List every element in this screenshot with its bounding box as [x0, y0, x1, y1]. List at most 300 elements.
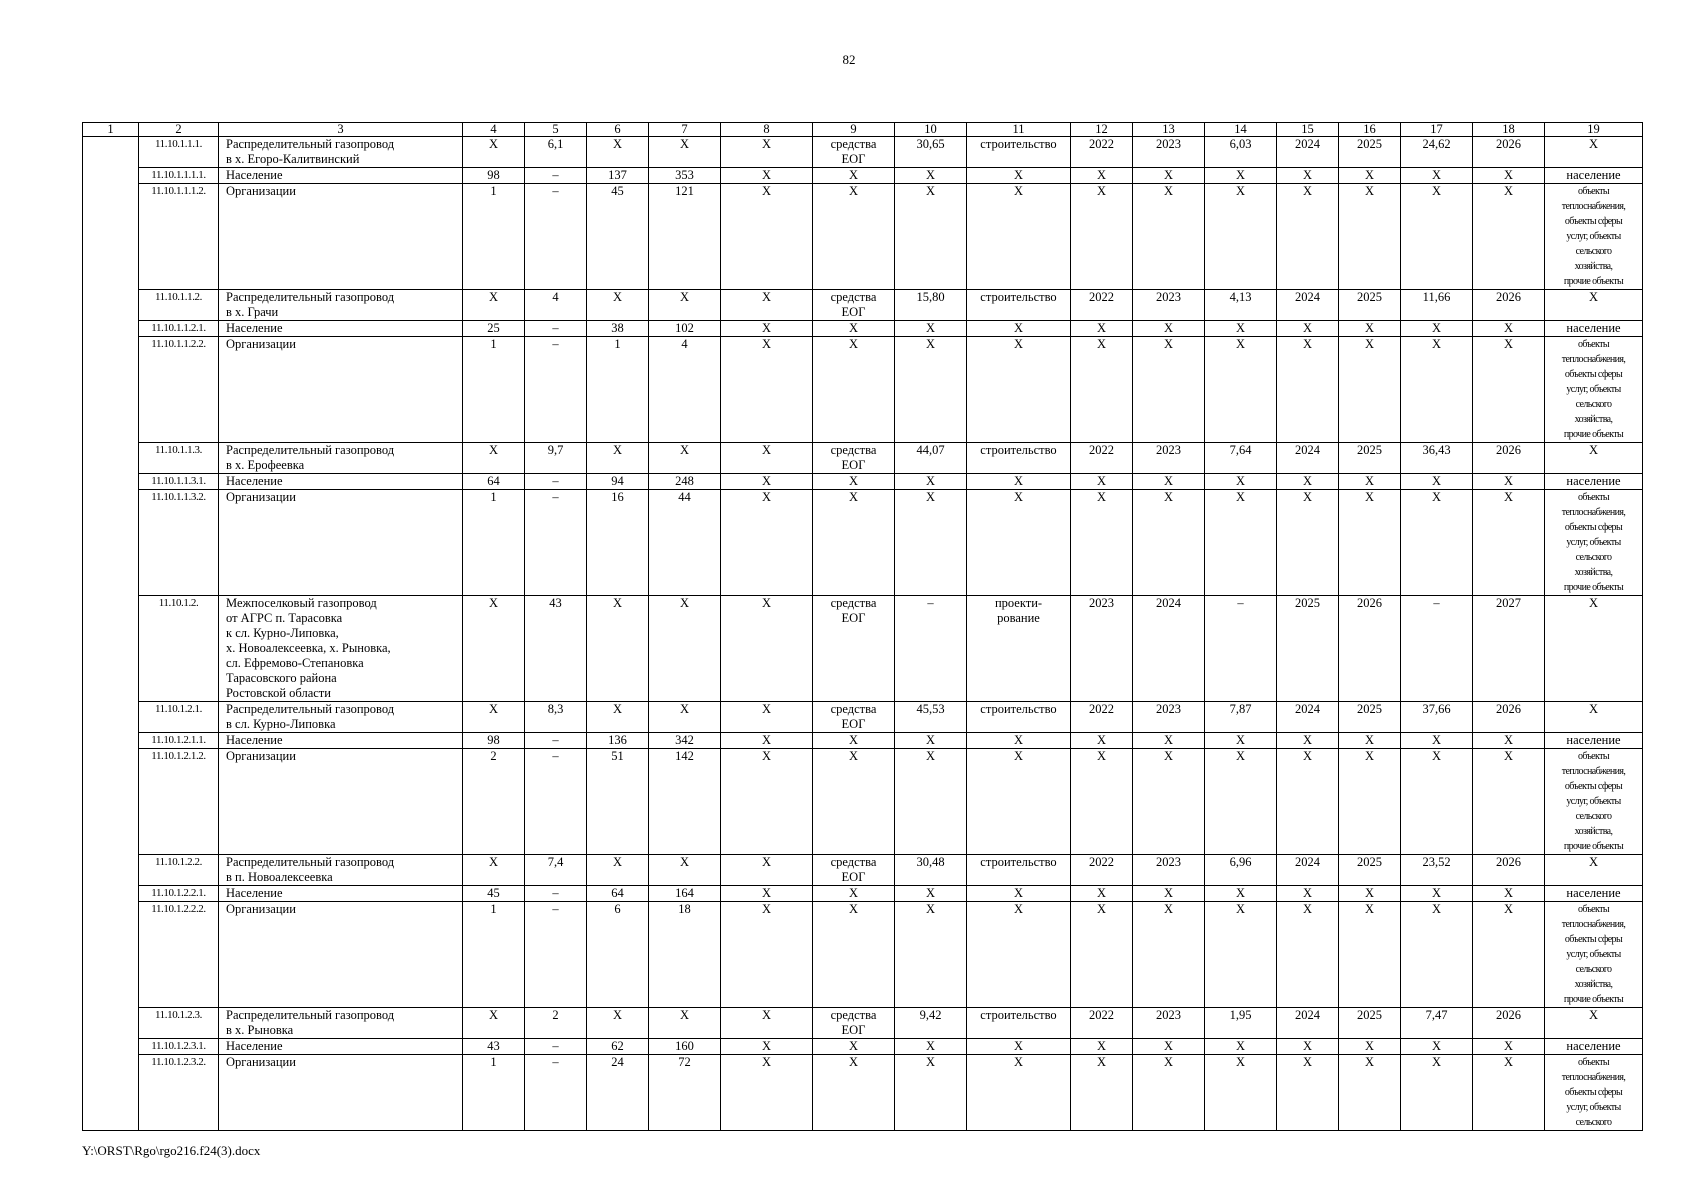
cost-text: X: [925, 184, 936, 198]
col-8-text: X: [761, 902, 772, 916]
year-start-2: [1277, 1008, 1339, 1039]
cost-stage-1-text: X: [1235, 1039, 1246, 1053]
cost-text: X: [925, 321, 936, 335]
col-4: [463, 1008, 525, 1039]
table-row: [83, 168, 1643, 184]
funding-source-text: X: [848, 733, 859, 747]
year-start-1-text: X: [1096, 733, 1107, 747]
col-7-text: 121: [675, 184, 694, 198]
consumers-text: сельского: [1575, 399, 1612, 410]
col-6-text: X: [612, 1008, 623, 1022]
work-type-text: X: [1013, 1039, 1024, 1053]
col-7: [649, 337, 721, 443]
length-km-text: –: [552, 321, 559, 335]
year-complete-text: X: [1503, 337, 1514, 351]
funding-source: [813, 443, 895, 474]
object-name: [219, 855, 463, 886]
funding-source: [813, 321, 895, 337]
year-end-1-text: 2023: [1156, 702, 1181, 716]
year-end-2: [1339, 1039, 1401, 1055]
object-name: [219, 1039, 463, 1055]
col-8-text: X: [761, 168, 772, 182]
object-name: [219, 337, 463, 443]
work-type: [967, 596, 1071, 702]
year-end-2-text: X: [1364, 337, 1375, 351]
cost-stage-2: [1401, 290, 1473, 321]
length-km-text: –: [552, 1055, 559, 1069]
column-number-16: 16: [1339, 123, 1401, 137]
funding-source-text: средства: [830, 137, 877, 151]
cost-stage-1-text: 7,87: [1229, 702, 1252, 716]
item-code-text: 11.10.1.2.1.1.: [151, 734, 206, 746]
year-end-2: [1339, 749, 1401, 855]
cost: [895, 321, 967, 337]
consumers: [1545, 596, 1643, 702]
year-end-1: [1133, 337, 1205, 443]
year-start-2-text: 2024: [1295, 137, 1320, 151]
col-6-text: 6: [614, 902, 621, 916]
col-7: [649, 290, 721, 321]
cost: [895, 474, 967, 490]
consumers-text: прочие объекты: [1563, 429, 1624, 440]
cost-stage-2: [1401, 137, 1473, 168]
item-code: [139, 290, 219, 321]
col-8: [721, 184, 813, 290]
consumers: [1545, 886, 1643, 902]
col-4-text: 1: [490, 1055, 497, 1069]
consumers-text: X: [1588, 702, 1599, 716]
cost-text: X: [925, 902, 936, 916]
consumers-text: объекты: [1577, 492, 1610, 503]
year-end-1-text: X: [1163, 733, 1174, 747]
funding-source: [813, 733, 895, 749]
year-end-2: [1339, 474, 1401, 490]
length-km-text: –: [552, 733, 559, 747]
work-type-text: строительство: [980, 443, 1057, 457]
col-4: [463, 490, 525, 596]
col-8: [721, 1039, 813, 1055]
consumers-text: объекты: [1577, 339, 1610, 350]
year-complete: [1473, 490, 1545, 596]
consumers-text: объекты: [1577, 186, 1610, 197]
column-number-18: 18: [1473, 123, 1545, 137]
col-7-text: X: [679, 596, 690, 610]
work-type-text: строительство: [980, 702, 1057, 716]
cost-stage-2: [1401, 1039, 1473, 1055]
work-type-text: рование: [997, 611, 1040, 625]
col-8-text: X: [761, 886, 772, 900]
object-name: [219, 168, 463, 184]
col-4: [463, 902, 525, 1008]
cost-text: X: [925, 168, 936, 182]
table-row: [83, 749, 1643, 855]
cost: [895, 1055, 967, 1131]
work-type: [967, 733, 1071, 749]
item-code: [139, 443, 219, 474]
table-row: [83, 443, 1643, 474]
col-4: [463, 596, 525, 702]
item-code-text: 11.10.1.2.: [158, 597, 199, 609]
year-complete: [1473, 337, 1545, 443]
col-6: [587, 321, 649, 337]
object-name-text: Тарасовского района: [226, 671, 337, 685]
length-km-text: 4: [552, 290, 559, 304]
funding-source-text: X: [848, 749, 859, 763]
cost: [895, 168, 967, 184]
item-code: [139, 855, 219, 886]
table-row: [83, 1055, 1643, 1131]
funding-source-text: ЕОГ: [841, 611, 866, 625]
column-number-17: 17: [1401, 123, 1473, 137]
col-4-text: X: [488, 855, 499, 869]
col-6-text: X: [612, 137, 623, 151]
col-8-text: X: [761, 137, 772, 151]
year-end-1-text: X: [1163, 1039, 1174, 1053]
length-km: [525, 1039, 587, 1055]
length-km-text: 9,7: [547, 443, 564, 457]
cost-text: 30,65: [916, 137, 945, 151]
year-start-1-text: X: [1096, 902, 1107, 916]
object-name: [219, 321, 463, 337]
cost: [895, 184, 967, 290]
cost-stage-1-text: X: [1235, 490, 1246, 504]
year-end-2-text: X: [1364, 168, 1375, 182]
item-code-text: 11.10.1.2.3.: [154, 1009, 203, 1021]
col-4-text: X: [488, 1008, 499, 1022]
cost-stage-1: [1205, 702, 1277, 733]
gas-pipeline-table: [82, 122, 1643, 1131]
consumers: [1545, 184, 1643, 290]
object-name-text: Организации: [226, 749, 296, 763]
consumers-text: теплоснабжения,: [1561, 919, 1626, 930]
cost-stage-1: [1205, 474, 1277, 490]
item-code: [139, 474, 219, 490]
consumers-text: население: [1566, 733, 1621, 747]
work-type: [967, 474, 1071, 490]
year-start-1: [1071, 1008, 1133, 1039]
work-type: [967, 886, 1071, 902]
item-code: [139, 168, 219, 184]
year-complete: [1473, 184, 1545, 290]
year-end-2-text: X: [1364, 321, 1375, 335]
consumers: [1545, 443, 1643, 474]
work-type-text: X: [1013, 1055, 1024, 1069]
object-name-text: от АГРС п. Тарасовка: [226, 611, 343, 625]
col-7-text: 4: [681, 337, 688, 351]
length-km: [525, 1008, 587, 1039]
table-row: [83, 902, 1643, 1008]
item-code-text: 11.10.1.2.1.: [154, 703, 203, 715]
item-code: [139, 184, 219, 290]
column-number-13: 13: [1133, 123, 1205, 137]
object-name: [219, 184, 463, 290]
col-7-text: 342: [675, 733, 694, 747]
consumers: [1545, 855, 1643, 886]
year-start-1: [1071, 184, 1133, 290]
col-4-text: 98: [487, 168, 500, 182]
year-start-2-text: X: [1302, 1055, 1313, 1069]
year-end-2-text: 2025: [1357, 137, 1382, 151]
cost-stage-1: [1205, 443, 1277, 474]
funding-source: [813, 855, 895, 886]
object-name: [219, 902, 463, 1008]
col-4: [463, 1055, 525, 1131]
object-name-text: Организации: [226, 1055, 296, 1069]
col-7: [649, 137, 721, 168]
year-complete: [1473, 1055, 1545, 1131]
cost-stage-1-text: X: [1235, 749, 1246, 763]
col-4-text: 2: [490, 749, 497, 763]
work-type: [967, 168, 1071, 184]
year-start-1-text: X: [1096, 1055, 1107, 1069]
year-end-2: [1339, 490, 1401, 596]
year-start-2: [1277, 702, 1339, 733]
col-4-text: 1: [490, 184, 497, 198]
work-type: [967, 290, 1071, 321]
table-row: [83, 474, 1643, 490]
year-start-2: [1277, 886, 1339, 902]
funding-source: [813, 902, 895, 1008]
consumers-text: прочие объекты: [1563, 582, 1624, 593]
col-8: [721, 596, 813, 702]
col-7-text: 72: [678, 1055, 691, 1069]
col-7-text: 44: [678, 490, 691, 504]
table-row: [83, 321, 1643, 337]
consumers-text: сельского: [1575, 811, 1612, 822]
col-8-text: X: [761, 1055, 772, 1069]
work-type: [967, 902, 1071, 1008]
year-end-1-text: X: [1163, 168, 1174, 182]
cost: [895, 443, 967, 474]
cost: [895, 337, 967, 443]
year-end-2-text: 2025: [1357, 443, 1382, 457]
cost-stage-1-text: X: [1235, 886, 1246, 900]
year-end-2-text: X: [1364, 733, 1375, 747]
cost-stage-2-text: X: [1431, 474, 1442, 488]
object-name: [219, 733, 463, 749]
year-complete-text: X: [1503, 902, 1514, 916]
year-complete: [1473, 168, 1545, 184]
object-name-text: в х. Рыновка: [226, 1023, 294, 1037]
col-6: [587, 902, 649, 1008]
year-end-2: [1339, 184, 1401, 290]
item-code-text: 11.10.1.2.2.: [154, 856, 203, 868]
consumers-text: услуг, объекты: [1566, 231, 1621, 242]
consumers-text: хозяйства,: [1574, 826, 1613, 837]
cost-stage-1-text: X: [1235, 1055, 1246, 1069]
work-type: [967, 321, 1071, 337]
col-8-text: X: [761, 855, 772, 869]
column-number-5: 5: [525, 123, 587, 137]
year-start-1-text: X: [1096, 749, 1107, 763]
col-8: [721, 749, 813, 855]
item-code-text: 11.10.1.1.3.2.: [151, 491, 206, 503]
col-8-text: X: [761, 184, 772, 198]
item-code: [139, 902, 219, 1008]
cost-text: X: [925, 337, 936, 351]
object-name-text: в х. Грачи: [226, 305, 279, 319]
year-start-1: [1071, 337, 1133, 443]
table-row: [83, 337, 1643, 443]
year-complete-text: X: [1503, 886, 1514, 900]
col-4: [463, 184, 525, 290]
work-type: [967, 1039, 1071, 1055]
cost: [895, 733, 967, 749]
consumers-text: объекты: [1577, 904, 1610, 915]
consumers-text: объекты сферы: [1564, 1087, 1623, 1098]
cost: [895, 855, 967, 886]
cost-stage-1-text: 6,03: [1229, 137, 1252, 151]
item-code: [139, 137, 219, 168]
work-type-text: строительство: [980, 855, 1057, 869]
col-7: [649, 1008, 721, 1039]
col-4: [463, 337, 525, 443]
cost-stage-1-text: X: [1235, 184, 1246, 198]
consumers-text: хозяйства,: [1574, 567, 1613, 578]
cost: [895, 137, 967, 168]
cost-stage-1-text: X: [1235, 337, 1246, 351]
cost-stage-2-text: X: [1431, 902, 1442, 916]
object-name-text: Распределительный газопровод: [226, 702, 395, 716]
item-code: [139, 321, 219, 337]
funding-source-text: средства: [830, 855, 877, 869]
funding-source-text: ЕОГ: [841, 458, 866, 472]
col-4-text: X: [488, 702, 499, 716]
work-type: [967, 749, 1071, 855]
cost-stage-2-text: 11,66: [1422, 290, 1451, 304]
year-start-1: [1071, 168, 1133, 184]
consumers-text: услуг, объекты: [1566, 384, 1621, 395]
col-4: [463, 290, 525, 321]
object-name-text: Организации: [226, 490, 296, 504]
item-code: [139, 337, 219, 443]
col-6: [587, 137, 649, 168]
year-start-1-text: X: [1096, 168, 1107, 182]
col-6-text: X: [612, 702, 623, 716]
col-8: [721, 902, 813, 1008]
year-start-1-text: 2022: [1089, 290, 1114, 304]
cost: [895, 490, 967, 596]
work-type-text: X: [1013, 749, 1024, 763]
cost-text: X: [925, 733, 936, 747]
object-name: [219, 1055, 463, 1131]
cost-text: X: [925, 1039, 936, 1053]
column-number-8: 8: [721, 123, 813, 137]
col-7-text: 142: [675, 749, 694, 763]
cost: [895, 886, 967, 902]
col-7-text: X: [679, 137, 690, 151]
year-end-1: [1133, 902, 1205, 1008]
year-end-2-text: 2025: [1357, 855, 1382, 869]
length-km-text: 6,1: [547, 137, 564, 151]
year-end-1: [1133, 702, 1205, 733]
object-name-text: х. Новоалексеевка, х. Рыновка,: [226, 641, 391, 655]
col-8: [721, 490, 813, 596]
col-8: [721, 337, 813, 443]
year-end-1-text: X: [1163, 1055, 1174, 1069]
funding-source-text: средства: [830, 290, 877, 304]
object-name: [219, 443, 463, 474]
object-name: [219, 1008, 463, 1039]
object-name-text: в п. Новоалексеевка: [226, 870, 333, 884]
cost-stage-1-text: X: [1235, 168, 1246, 182]
item-code: [139, 886, 219, 902]
year-end-2-text: X: [1364, 902, 1375, 916]
year-complete-text: 2026: [1496, 702, 1521, 716]
col-6: [587, 596, 649, 702]
funding-source-text: ЕОГ: [841, 152, 866, 166]
year-start-1-text: 2023: [1089, 596, 1114, 610]
length-km: [525, 596, 587, 702]
col-7: [649, 902, 721, 1008]
year-end-1-text: X: [1163, 886, 1174, 900]
col-4-text: X: [488, 290, 499, 304]
year-end-1-text: 2023: [1156, 1008, 1181, 1022]
col-4: [463, 733, 525, 749]
col-4: [463, 168, 525, 184]
object-name: [219, 596, 463, 702]
col-8: [721, 1055, 813, 1131]
year-start-2-text: X: [1302, 749, 1313, 763]
year-start-1-text: X: [1096, 490, 1107, 504]
consumers-text: население: [1566, 168, 1621, 182]
work-type-text: X: [1013, 168, 1024, 182]
funding-source: [813, 184, 895, 290]
object-name: [219, 702, 463, 733]
table-row: [83, 886, 1643, 902]
cost-stage-2-text: X: [1431, 886, 1442, 900]
col-6-text: X: [612, 596, 623, 610]
col-8-text: X: [761, 749, 772, 763]
year-end-1-text: 2023: [1156, 137, 1181, 151]
funding-source-text: X: [848, 474, 859, 488]
cost-stage-2-text: 23,52: [1422, 855, 1451, 869]
col-8: [721, 321, 813, 337]
col-8: [721, 702, 813, 733]
year-end-2: [1339, 137, 1401, 168]
column-number-9: 9: [813, 123, 895, 137]
item-code-text: 11.10.1.2.3.2.: [151, 1056, 206, 1068]
length-km: [525, 490, 587, 596]
cost-stage-1-text: 6,96: [1229, 855, 1252, 869]
object-name-text: к сл. Курно-Липовка,: [226, 626, 339, 640]
work-type-text: строительство: [980, 290, 1057, 304]
consumers: [1545, 321, 1643, 337]
year-end-2: [1339, 596, 1401, 702]
cost-stage-2-text: X: [1431, 337, 1442, 351]
cost: [895, 702, 967, 733]
funding-source-text: ЕОГ: [841, 305, 866, 319]
col-7-text: 102: [675, 321, 694, 335]
work-type-text: строительство: [980, 1008, 1057, 1022]
year-end-2: [1339, 1008, 1401, 1039]
consumers-text: объекты: [1577, 751, 1610, 762]
col-4-text: 25: [487, 321, 500, 335]
cost-stage-1: [1205, 749, 1277, 855]
cost-text: X: [925, 749, 936, 763]
year-start-2: [1277, 337, 1339, 443]
work-type: [967, 702, 1071, 733]
length-km: [525, 168, 587, 184]
item-code: [139, 1055, 219, 1131]
year-start-1: [1071, 474, 1133, 490]
cost: [895, 749, 967, 855]
year-complete: [1473, 733, 1545, 749]
col-4: [463, 855, 525, 886]
length-km: [525, 749, 587, 855]
cost-stage-2: [1401, 321, 1473, 337]
col-8: [721, 886, 813, 902]
